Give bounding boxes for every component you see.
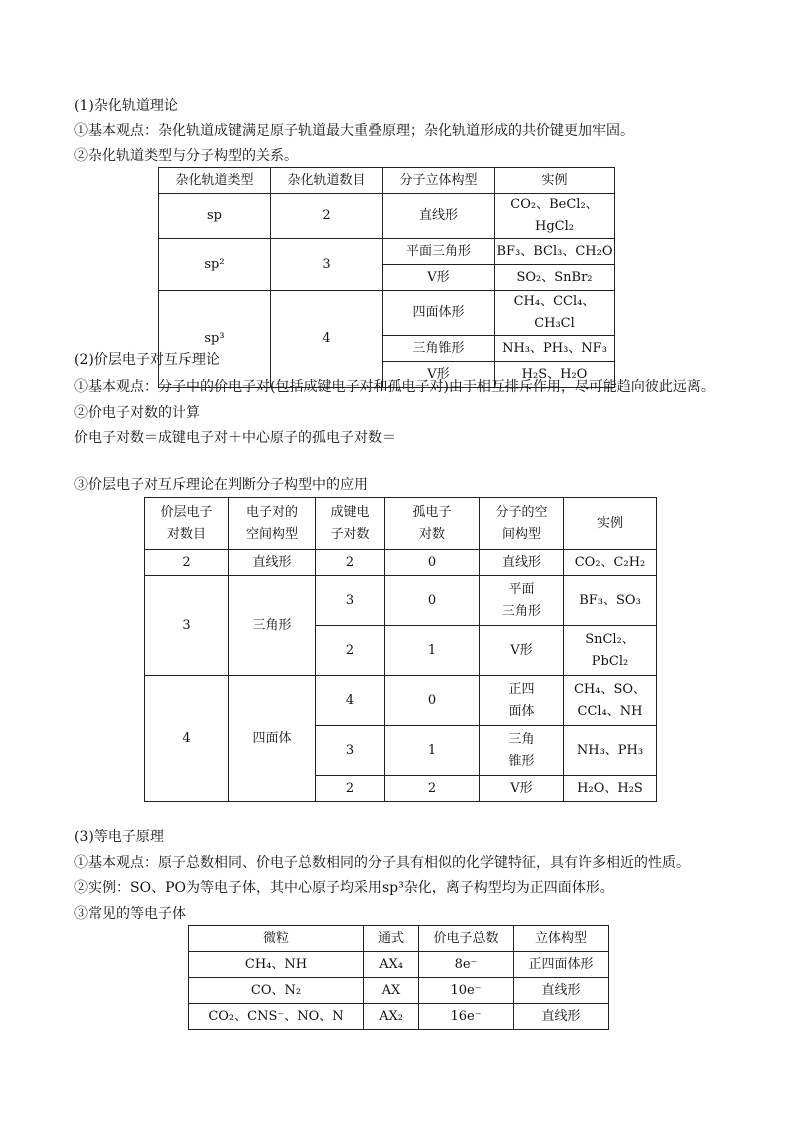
table-row [145,576,657,626]
table-cell: CH₄、CCl₄、CH₃Cl [495,291,615,336]
table-cell: 0 [385,576,480,626]
paragraph: ③价层电子对互斥理论在判断分子构型中的应用 [74,477,368,493]
table-cell: CO₂、BeCl₂、HgCl₂ [495,194,615,239]
paragraph: ②价电子对数的计算 [74,405,200,421]
table-cell: 16e⁻ [419,1004,514,1030]
table-cell: NH₃、PH₃ [564,726,657,776]
table-cell: NH₃、PH₃、NF₃ [495,336,615,362]
hybrid-orbital-table [158,167,615,388]
table-cell: 四面体形 [383,291,495,336]
paragraph: ②实例：SO、PO为等电子体，其中心原子均采用sp³杂化，离子构型均为正四面体形。 [74,880,614,896]
table-cell: H₂S、H₂O [495,362,615,388]
section-heading-hybrid: (1)杂化轨道理论 [74,98,178,114]
paragraph: ①基本观点：分子中的价电子对(包括成键电子对和孤电子对)由于相互排斥作用，尽可能趋向彼此远离。 [74,379,715,395]
table-row [189,1004,609,1030]
table-cell: sp³ [159,291,271,388]
table-header-cell: 杂化轨道类型 [159,168,271,194]
table-cell: 4 [316,676,385,726]
table-cell: 直线形 [514,1004,609,1030]
table-cell: 直线形 [480,550,564,576]
table-cell: 0 [385,676,480,726]
table-header-cell: 立体构型 [514,926,609,952]
table-cell: 三角锥形 [383,336,495,362]
table-cell: CO₂、C₂H₂ [564,550,657,576]
table-header-row [145,498,657,550]
isoelectronic-table [188,925,609,1030]
table-header-cell: 分子立体构型 [383,168,495,194]
table-cell: 四面体 [229,676,316,802]
table-header-cell: 价层电子 对数目 [145,498,229,550]
table-header-cell: 实例 [564,498,657,550]
table-cell: 3 [316,726,385,776]
table-cell: 直线形 [514,978,609,1004]
table-cell: 2 [316,550,385,576]
table-header-cell: 孤电子 对数 [385,498,480,550]
table-cell: V形 [383,362,495,388]
table-row [145,550,657,576]
table-cell: sp [159,194,271,239]
table-header-row [159,168,615,194]
table-row [159,239,615,265]
table-row [159,291,615,336]
paragraph: ①基本观点：杂化轨道成键满足原子轨道最大重叠原理；杂化轨道形成的共价键更加牢固。 [74,123,634,139]
table-cell: V形 [383,265,495,291]
vsepr-table [144,497,657,802]
table-cell: 2 [385,776,480,802]
table-cell: 直线形 [229,550,316,576]
table-cell: SO₂、SnBr₂ [495,265,615,291]
table-row [189,978,609,1004]
table-header-cell: 分子的空 间构型 [480,498,564,550]
table-cell: 平面三角形 [383,239,495,265]
paragraph: ③常见的等电子体 [74,906,186,922]
table-cell: 三角 锥形 [480,726,564,776]
table-cell: 3 [271,239,383,291]
table-cell: CO₂、CNS⁻、NO、N [189,1004,364,1030]
table-cell: AX₄ [364,952,419,978]
table-cell: BF₃、BCl₃、CH₂O [495,239,615,265]
table-cell: V形 [480,626,564,676]
table-cell: 4 [145,676,229,802]
table-cell: 2 [271,194,383,239]
table-cell: 1 [385,626,480,676]
table-cell: 2 [316,626,385,676]
table-cell: 2 [145,550,229,576]
table-cell: 3 [316,576,385,626]
table-cell: H₂O、H₂S [564,776,657,802]
paragraph: ②杂化轨道类型与分子构型的关系。 [74,148,298,164]
table-cell: AX₂ [364,1004,419,1030]
table-cell: 平面 三角形 [480,576,564,626]
paragraph: 价电子对数＝成键电子对＋中心原子的孤电子对数＝ [74,430,396,446]
table-cell: V形 [480,776,564,802]
table-row [189,952,609,978]
table-cell: sp² [159,239,271,291]
table-cell: 直线形 [383,194,495,239]
table-cell: 正四 面体 [480,676,564,726]
table-cell: SnCl₂、 PbCl₂ [564,626,657,676]
table-cell: 2 [316,776,385,802]
table-cell: 1 [385,726,480,776]
section-heading-vsepr: (2)价层电子对互斥理论 [74,352,220,368]
table-cell: CO、N₂ [189,978,364,1004]
table-header-cell: 实例 [495,168,615,194]
section-heading-isoelectronic: (3)等电子原理 [74,829,164,845]
table-row [145,676,657,726]
table-cell: 3 [145,576,229,676]
table-cell: BF₃、SO₃ [564,576,657,626]
table-cell: 0 [385,550,480,576]
table-cell: CH₄、NH [189,952,364,978]
table-cell: 8e⁻ [419,952,514,978]
table-cell: CH₄、SO、 CCl₄、NH [564,676,657,726]
table-header-cell: 微粒 [189,926,364,952]
table-cell: 10e⁻ [419,978,514,1004]
table-header-cell: 价电子总数 [419,926,514,952]
table-header-cell: 成键电 子对数 [316,498,385,550]
table-cell: 4 [271,291,383,388]
table-header-cell: 通式 [364,926,419,952]
table-header-row [189,926,609,952]
table-cell: AX [364,978,419,1004]
table-row [159,194,615,239]
paragraph: ①基本观点：原子总数相同、价电子总数相同的分子具有相似的化学键特征，具有许多相近的性质。 [74,855,690,871]
table-header-cell: 电子对的 空间构型 [229,498,316,550]
table-cell: 正四面体形 [514,952,609,978]
table-header-cell: 杂化轨道数目 [271,168,383,194]
table-cell: 三角形 [229,576,316,676]
